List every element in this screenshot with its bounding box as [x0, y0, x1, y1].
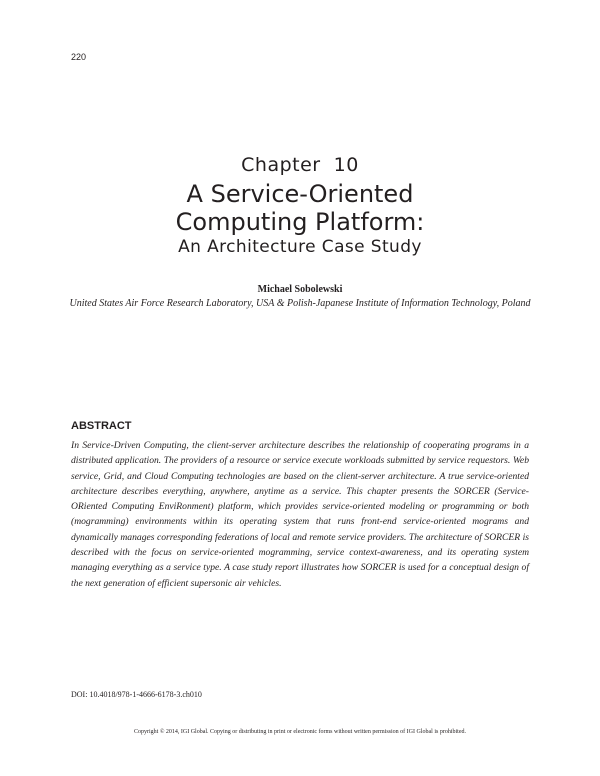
doi-reference: DOI: 10.4018/978-1-4666-6178-3.ch010	[71, 690, 202, 699]
page-number: 220	[71, 52, 87, 62]
abstract-heading: ABSTRACT	[71, 420, 132, 432]
chapter-label: Chapter 10	[241, 154, 359, 176]
copyright-notice: Copyright © 2014, IGI Global. Copying or distributing in print or electronic forms without written permission of IGI Global is prohibited.	[133, 729, 466, 735]
chapter-title-line-2: Computing Platform:	[175, 208, 425, 236]
author-affiliation: United States Air Force Research Laboratory, USA & Polish-Japanese Institute of Information Technology, Poland	[69, 298, 531, 309]
chapter-title	[0, 180, 600, 236]
chapter-subtitle: An Architecture Case Study	[178, 237, 422, 257]
chapter-title-line-1: A Service-Oriented	[186, 180, 414, 208]
abstract-body	[71, 438, 529, 591]
author-name: Michael Sobolewski	[257, 284, 343, 295]
abstract-paragraph: In Service-Driven Computing, the client-server architecture describes the relationship of cooperating programs in a distributed application. The providers of a resource or service execute workloads submitted by service requestors. Web service, Grid, and Cloud Computing technologies are based on the client-server architecture. A true service-oriented architecture describes everything, anywhere, anytime as a service. This chapter presents the SORCER (Service-ORiented Computing EnviRonment) platform, which provides service-oriented modeling or programming or both (mogramming) environments within its operating system that runs front-end service-oriented mograms and dynamically manages corresponding federations of local and remote service providers. The architecture of SORCER is described with the focus on service-oriented mogramming, service context-awareness, and its operating system managing everything as a service type. A case study report illustrates how SORCER is used for a conceptual design of the next generation of efficient supersonic air vehicles.	[71, 440, 529, 589]
